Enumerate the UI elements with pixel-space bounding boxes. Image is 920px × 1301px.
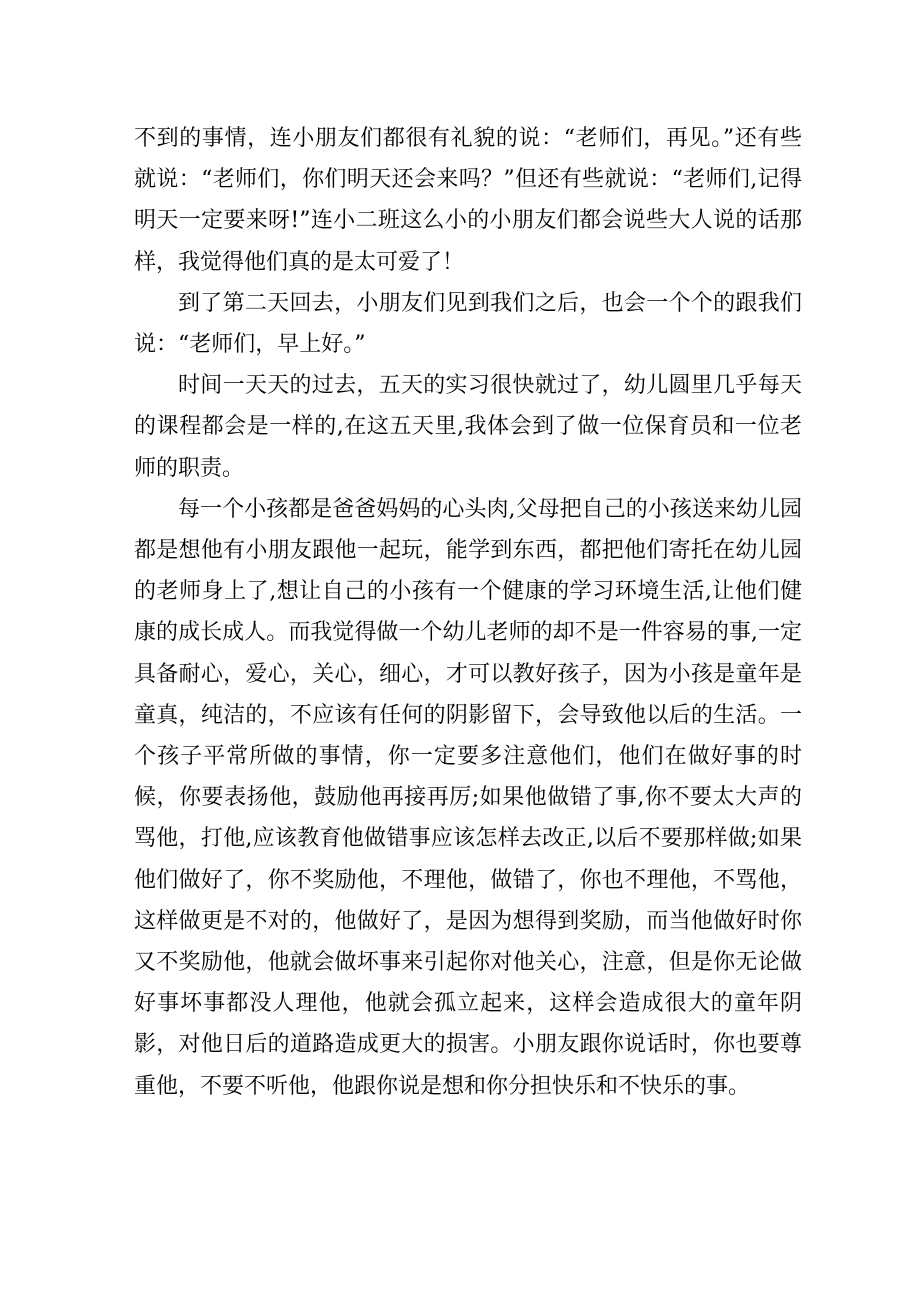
- document-body: [134, 118, 802, 1107]
- paragraph-continued: 不到的事情，连小朋友们都很有礼貌的说：“老师们，再见。”还有些就说：“老师们，你们明天还会来吗？”但还有些就说：“老师们,记得明天一定要来呀!”连小二班这么小的小朋友们都会说些大人说的话那样，我觉得他们真的是太可爱了！: [134, 126, 802, 275]
- paragraph-reflection: 每一个小孩都是爸爸妈妈的心头肉,父母把自己的小孩送来幼儿园都是想他有小朋友跟他一起玩，能学到东西，都把他们寄托在幼儿园的老师身上了,想让自己的小孩有一个健康的学习环境生活,让他们健康的成长成人。而我觉得做一个幼儿老师的却不是一件容易的事,一定具备耐心，爱心，关心，细心，才可以教好孩子，因为小孩是童年是童真，纯洁的，不应该有任何的阴影留下，会导致他以后的生活。一个孩子平常所做的事情，你一定要多注意他们，他们在做好事的时候，你要表扬他，鼓励他再接再厉;如果他做错了事,你不要太大声的骂他，打他,应该教育他做错事应该怎样去改正,以后不要那样做;如果他们做好了，你不奖励他，不理他，做错了，你也不理他，不骂他，这样做更是不对的，他做好了，是因为想得到奖励，而当他做好时你又不奖励他，他就会做坏事来引起你对他关心，注意，但是你无论做好事坏事都没人理他，他就会孤立起来，这样会造成很大的童年阴影，对他日后的道路造成更大的损害。小朋友跟你说话时，你也要尊重他，不要不听他，他跟你说是想和你分担快乐和不快乐的事。: [134, 496, 802, 1099]
- paragraph-second-day: 到了第二天回去，小朋友们见到我们之后，也会一个个的跟我们说：“老师们，早上好。”: [134, 290, 802, 358]
- paragraph-five-days: 时间一天天的过去，五天的实习很快就过了，幼儿圆里几乎每天的课程都会是一样的,在这五天里,我体会到了做一位保育员和一位老师的职责。: [134, 373, 802, 481]
